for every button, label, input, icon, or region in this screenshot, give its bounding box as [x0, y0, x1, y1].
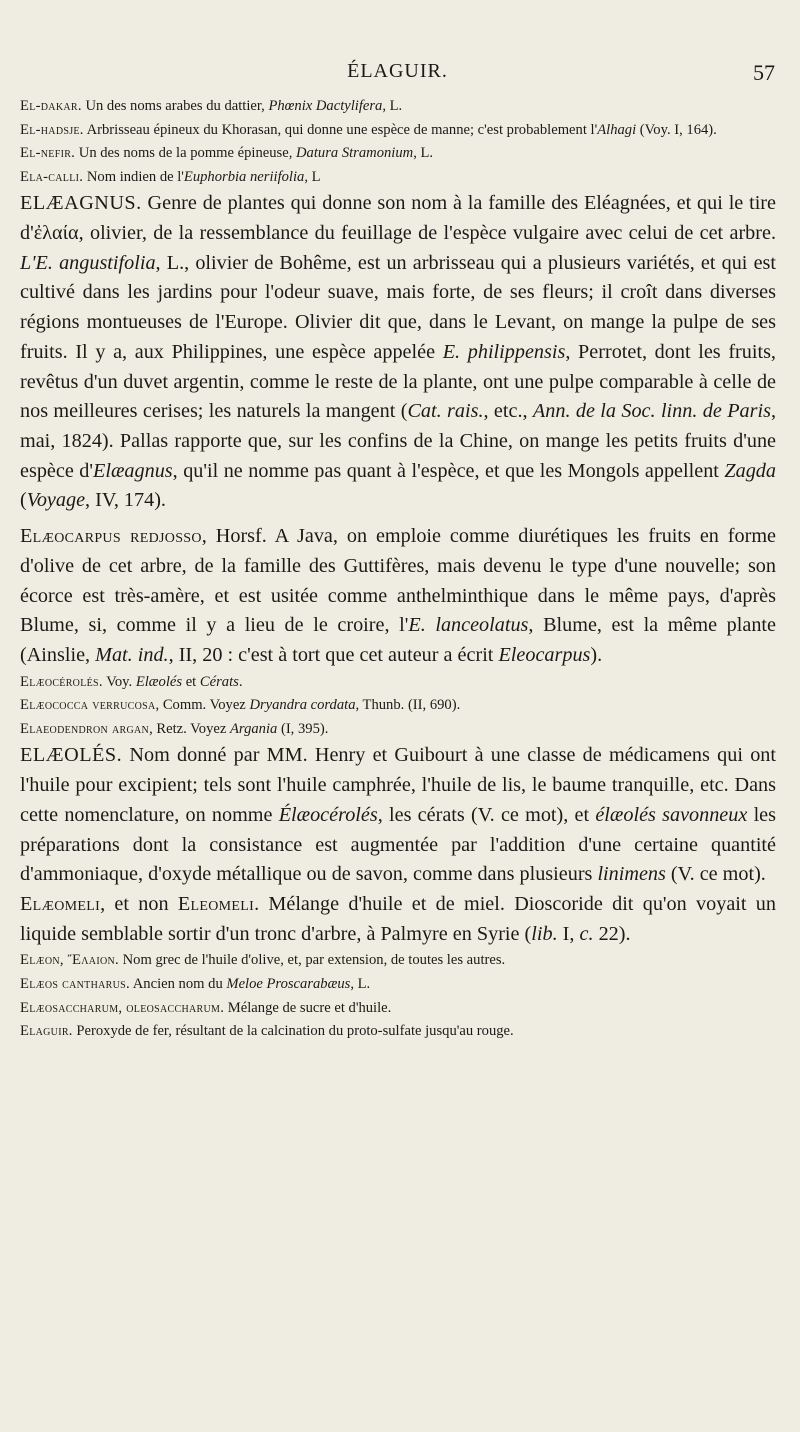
entry-italic: Cérats	[199, 673, 239, 690]
entry-text: , IV, 174).	[85, 489, 166, 512]
entry-italic: Datura Stramonium	[296, 145, 414, 162]
entry-italic: linimens	[597, 863, 666, 886]
entry-headword: Elaguir.	[20, 1023, 73, 1040]
entry-text: Nom indien de l'	[83, 168, 184, 185]
entry-italic: Élæocérolés	[278, 803, 378, 826]
entry-headword: Elæosaccharum, oleosaccharum.	[20, 999, 225, 1016]
entry-elaguir	[20, 1020, 776, 1044]
entry-text: , olivier, de la ressemblance du feuillage de l'espèce vulgaire avec celui de cet arbre.	[78, 222, 776, 245]
entry-ela-calli	[20, 166, 776, 190]
entry-text: .	[238, 673, 243, 690]
entry-text: Arbrisseau épineux du Khorasan, qui donne une espèce de manne; c'est probablement l'	[83, 121, 598, 138]
entry-text: , L	[304, 168, 321, 185]
entry-italic: Cat. rais.	[407, 400, 484, 423]
entry-text: (Voy. I, 164).	[636, 121, 717, 138]
entry-headword: Elæococca verrucosa	[20, 697, 156, 714]
entry-elaeoceroles	[20, 671, 776, 695]
entry-italic: lib.	[531, 922, 558, 945]
entry-elaeocarpus	[20, 522, 776, 671]
entry-italic: élæolés savonneux	[595, 803, 748, 826]
entry-elaeococca	[20, 694, 776, 718]
entry-headword: El-hadsje.	[20, 121, 84, 138]
entry-headword: Elæocarpus redjosso	[20, 525, 202, 548]
entry-text: , les cérats (V. ce mot), et	[377, 803, 596, 826]
entry-text: , mai, 1824). Pallas rapporte que, sur les confins de la Chine, on mange les petits fruits d'une espèce d'	[20, 400, 776, 482]
entry-text: , Horsf. A Java, on emploie comme diurétiques les fruits en forme d'olive de cet arbre, de la famille des Guttifères, mais devenu le type d'une nouvelle; son écorce est très-amère, et est usitée comme anthelminthique dans le même pays, d'après Blume, si, comme il y a lieu de le croire, l'	[20, 525, 777, 637]
entry-text: Genre de plantes qui donne son nom à la famille des Eléagnées, et qui le tire d'	[20, 192, 776, 245]
entry-text: les préparations dont la consistance est augmentée par l'addition d'une certaine quantité d'ammoniaque, d'oxyde métallique ou de savon, comme dans plusieurs	[20, 803, 776, 886]
entry-italic: Dryandra cordata	[249, 697, 356, 714]
entry-italic: Elæolés	[135, 673, 183, 690]
entry-text: Un des noms de la pomme épineuse,	[75, 145, 297, 162]
entry-headword: Eleomeli	[177, 892, 255, 915]
entry-italic: Phœnix Dactylifera	[268, 98, 383, 114]
entry-italic: Euphorbia neriifolia	[183, 168, 305, 185]
entry-text: , Thunb. (II, 690).	[355, 697, 461, 714]
entry-italic: Zagda	[724, 459, 776, 482]
page-number: 57	[753, 60, 775, 85]
entry-text: (I, 395).	[277, 720, 329, 737]
entry-text: , etc.,	[483, 400, 533, 423]
entry-elaeodendron	[20, 718, 776, 742]
entry-headword: El-dakar.	[20, 98, 82, 114]
entry-headword: ELÆAGNUS.	[20, 192, 142, 215]
entry-italic: Eleocarpus	[498, 643, 591, 666]
entry-elaeos-cantharus	[20, 973, 776, 997]
entry-text: , qu'il ne nomme pas quant à l'espèce, et que les Mongols appellent	[172, 459, 725, 482]
entry-headword: Elæomeli	[20, 892, 101, 915]
entry-greek: ἐλαία	[33, 222, 79, 245]
entry-italic: c.	[579, 922, 594, 945]
entry-text: ).	[590, 643, 603, 666]
entry-el-nefir	[20, 142, 776, 166]
entry-headword: Elæon, Ἔλαιον.	[20, 952, 119, 969]
entry-headword: Ela-calli.	[20, 168, 84, 185]
entry-italic: Voyage	[26, 489, 86, 512]
entry-italic: Mat. ind.	[95, 643, 169, 666]
entry-text: , L., olivier de Bohême, est un arbrisseau qui a plusieurs variétés, et qui est cultivé dans les jardins pour l'odeur suave, mais forte, de ses fleurs; il croît dans diverses régions montueuses de l'Europe. Olivier dit que, dans le Levant, on mange la pulpe de ses fruits. Il y a, aux Philippines, une espèce appelée	[20, 251, 776, 363]
running-head: ÉLAGUIR.	[347, 60, 448, 82]
entry-text: Peroxyde de fer, résultant de la calcination du proto-sulfate jusqu'au rouge.	[72, 1023, 514, 1040]
entry-italic: Argania	[230, 720, 278, 737]
entry-text: , Perrotet, dont les fruits, revêtus d'un duvet argentin, comme le reste de la plante, ont une pulpe comparable à celle de nos meilleures cerises; les naturels la mangent (	[20, 340, 776, 423]
entry-el-hadsje	[20, 119, 776, 143]
entry-headword: El-nefir.	[20, 145, 76, 162]
entry-text: et	[182, 673, 200, 690]
entry-elaeomeli	[20, 890, 776, 949]
entry-italic: E. lanceolatus	[408, 614, 529, 637]
entry-text: 22).	[593, 922, 631, 945]
entry-text: , L.	[382, 98, 403, 114]
entry-text: Nom grec de l'huile d'olive, et, par extension, de toutes les autres.	[118, 952, 506, 969]
entry-italic: Ann. de la Soc. linn. de Paris	[532, 400, 771, 423]
entry-text: Ancien nom du	[129, 975, 227, 992]
entry-text: , Retz. Voyez	[149, 720, 231, 737]
entry-elaeagnus	[20, 189, 776, 516]
entry-text: , L.	[350, 975, 371, 992]
entry-elaeoles	[20, 741, 776, 890]
entry-text: (	[20, 489, 27, 512]
entry-el-dakar	[20, 95, 776, 119]
entry-text: Nom donné par MM. Henry et Guibourt à une classe de médicamens qui ont l'huile pour excipient; tels sont l'huile camphrée, l'huile de lis, le baume tranquille, etc. Dans cette nomenclature, on nomme	[20, 744, 776, 826]
entry-text: , Blume, est la même plante (Ainslie,	[20, 614, 776, 666]
entry-italic: Alhagi	[597, 121, 637, 138]
entry-text: , L.	[413, 145, 434, 162]
entry-italic: Meloe Proscarabæus	[226, 975, 351, 992]
entry-italic: Elæagnus	[93, 459, 173, 482]
entry-text: , et non	[100, 892, 178, 915]
entry-text: . Mélange d'huile et de miel. Dioscoride dit qu'on voyait un liquide semblable sortir d'un tronc d'arbre, à Palmyre en Syrie (	[20, 892, 776, 945]
entry-text: Voy.	[102, 673, 136, 690]
entry-elaeon	[20, 949, 776, 973]
entry-headword: Elæos cantharus.	[20, 975, 130, 992]
entry-headword: Elæocérolés.	[20, 673, 103, 690]
page-header	[20, 60, 775, 90]
entry-text: I,	[557, 922, 580, 945]
entry-text: (V. ce mot).	[665, 863, 766, 886]
entry-elaeosaccharum	[20, 997, 776, 1021]
entry-text: Mélange de sucre et d'huile.	[224, 999, 392, 1016]
entry-text: , II, 20 : c'est à tort que cet auteur a écrit	[168, 643, 499, 666]
entry-headword: Elaeodendron argan	[20, 720, 150, 737]
dictionary-content	[20, 95, 776, 1044]
entry-italic: L'E. angustifolia	[20, 251, 156, 274]
entry-italic: E. philippensis	[442, 340, 566, 363]
entry-text: , Comm. Voyez	[155, 697, 250, 714]
entry-headword: ELÆOLÉS.	[20, 744, 123, 767]
entry-text: Un des noms arabes du dattier,	[81, 98, 269, 114]
